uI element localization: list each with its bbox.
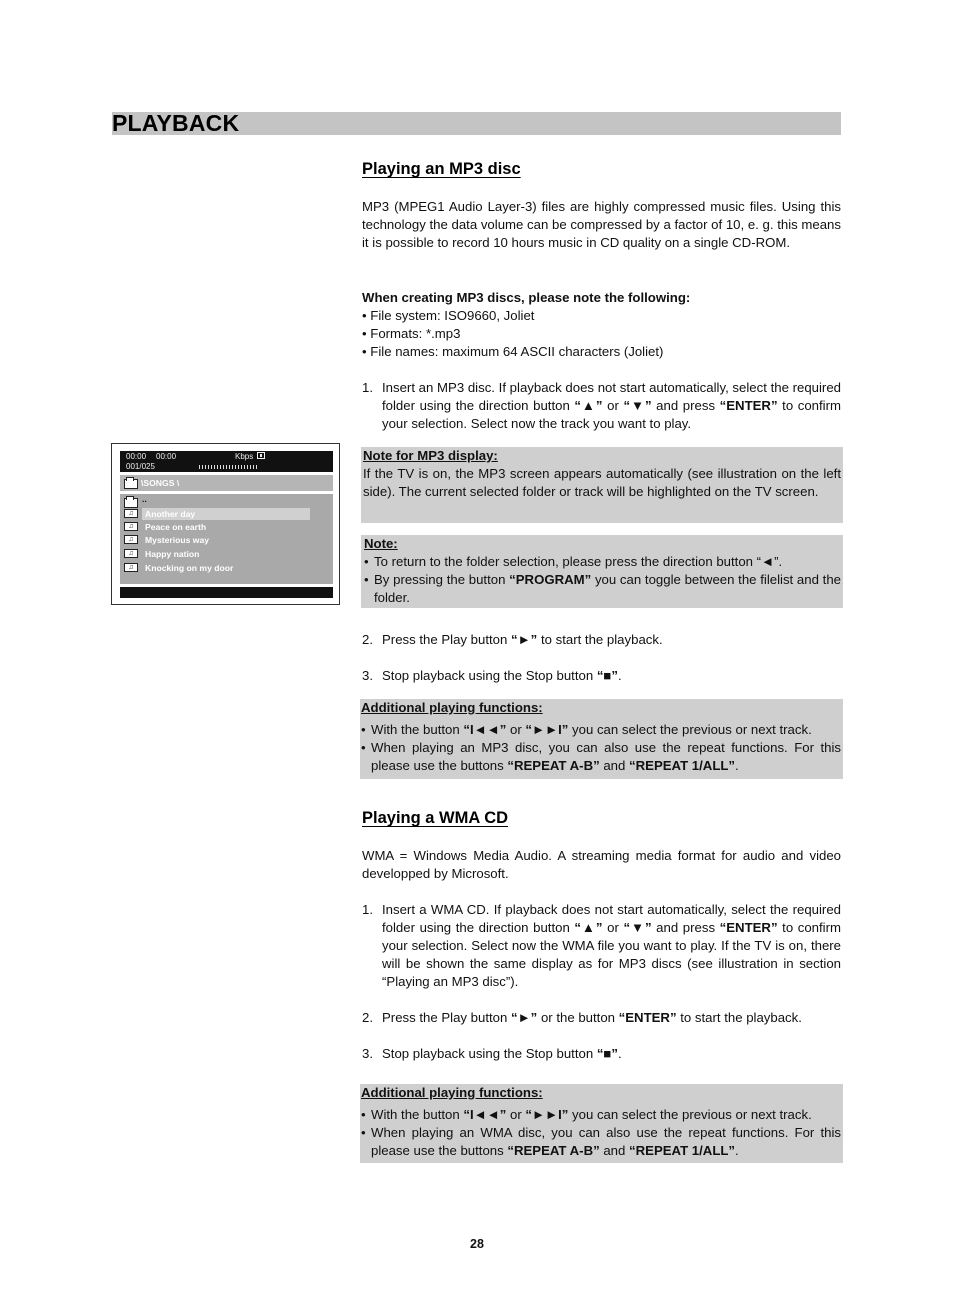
- additional-title: Additional playing functions:: [361, 700, 543, 715]
- wma-heading: Playing a WMA CD: [362, 809, 509, 827]
- mp3-tv-screen-illustration: [111, 443, 340, 605]
- mp3-intro-text: MP3 (MPEG1 Audio Layer-3) files are highly compressed music files. Using this technology the data volume can be compressed by a factor of 10, e. g. this means it is possible to record 10 hours music in CD quality on a single CD-ROM.: [362, 199, 841, 250]
- mp3-intro: [362, 198, 841, 252]
- step-number: 1.: [362, 380, 373, 395]
- creating-item: • File system: ISO9660, Joliet: [362, 308, 535, 323]
- mp3-step-2: 2. Press the Play button “►” to start the playback.: [362, 632, 663, 647]
- additional-item: • When playing an MP3 disc, you can also use the repeat functions. For this please use the buttons “REPEAT A-B” and “REPEAT 1/ALL”.: [361, 740, 841, 773]
- additional-title: Additional playing functions:: [361, 1085, 543, 1100]
- additional-item: • With the button “I◄◄” or “►►I” you can select the previous or next track.: [361, 1107, 812, 1122]
- wma-additional-functions-box: [360, 1084, 843, 1163]
- list-item-parent-folder[interactable]: ..: [124, 495, 314, 507]
- music-note-icon: ♫: [124, 509, 138, 518]
- folder-icon: [124, 479, 138, 489]
- folder-icon: [124, 498, 138, 508]
- wma-step-3: 3. Stop playback using the Stop button “■”.: [362, 1046, 622, 1061]
- list-item-track[interactable]: ♫ Mysterious way: [124, 534, 314, 546]
- list-item-track[interactable]: ♫ Another day: [124, 508, 314, 520]
- step-text: Insert an MP3 disc. If playback does not start automatically, select the required folder using the direction button “▲” or “▼” and press “ENTER” to confirm your selection. Select now the track you want to play.: [382, 380, 841, 431]
- mp3-step-3: 3. Stop playback using the Stop button “■”.: [362, 668, 622, 683]
- track-counter: 001/025: [126, 462, 155, 471]
- pause-icon: [257, 452, 265, 459]
- mp3-creating-notes: [362, 289, 841, 361]
- creating-title: When creating MP3 discs, please note the following:: [362, 290, 691, 305]
- list-item-track[interactable]: ♫ Knocking on my door: [124, 562, 314, 574]
- music-note-icon: ♫: [124, 535, 138, 544]
- tv-folder-path: [120, 475, 333, 491]
- music-note-icon: ♫: [124, 549, 138, 558]
- creating-item: • Formats: *.mp3: [362, 326, 461, 341]
- time-elapsed: 00:00: [126, 452, 147, 461]
- note-item: • By pressing the button “PROGRAM” you can toggle between the filelist and the folder.: [364, 572, 841, 605]
- creating-item: • File names: maximum 64 ASCII characters (Joliet): [362, 344, 664, 359]
- time-total: 00:00: [156, 452, 177, 461]
- tv-bottom-bar: [120, 587, 333, 598]
- list-item-track[interactable]: ♫ Peace on earth: [124, 521, 314, 533]
- additional-item: • With the button “I◄◄” or “►►I” you can select the previous or next track.: [361, 722, 812, 737]
- note-title: Note:: [364, 536, 398, 551]
- note-item: • To return to the folder selection, please press the direction button “◄”.: [364, 554, 783, 569]
- music-note-icon: ♫: [124, 522, 138, 531]
- mp3-heading: Playing an MP3 disc: [362, 160, 521, 178]
- tv-track-list: [120, 494, 333, 584]
- display-note-title: Note for MP3 display:: [363, 448, 498, 463]
- music-note-icon: ♫: [124, 563, 138, 572]
- tv-status-bar: [120, 451, 333, 472]
- wma-step-1: 1. Insert a WMA CD. If playback does not start automatically, select the required folder using the direction button “▲” or “▼” and press “ENTER” to confirm your selection. Select now the WMA file you want to play. If the TV is on, there will be shown the same display as for MP3 discs (see illustration in section “Playing an MP3 disc”).: [362, 902, 841, 989]
- folder-path-text: \SONGS \: [141, 478, 180, 488]
- mp3-additional-functions-box: [360, 699, 843, 779]
- page-number: 28: [470, 1237, 484, 1251]
- additional-item: • When playing an WMA disc, you can also use the repeat functions. For this please use the buttons “REPEAT A-B” and “REPEAT 1/ALL”.: [361, 1125, 841, 1158]
- progress-bar: [199, 465, 257, 469]
- kbps-label: Kbps: [235, 452, 254, 461]
- mp3-note-box: [361, 535, 843, 608]
- mp3-display-note-box: [361, 447, 843, 523]
- wma-intro: WMA = Windows Media Audio. A streaming media format for audio and video developped by Microsoft.: [362, 848, 841, 881]
- section-title: PLAYBACK: [112, 110, 240, 136]
- list-item-track[interactable]: ♫ Happy nation: [124, 548, 314, 560]
- mp3-step-1: [362, 379, 841, 433]
- wma-step-2: 2. Press the Play button “►” or the button “ENTER” to start the playback.: [362, 1010, 802, 1025]
- section-header-bar: [112, 112, 841, 135]
- display-note-text: If the TV is on, the MP3 screen appears automatically (see illustration on the left side). The current selected folder or track will be highlighted on the TV screen.: [363, 466, 841, 499]
